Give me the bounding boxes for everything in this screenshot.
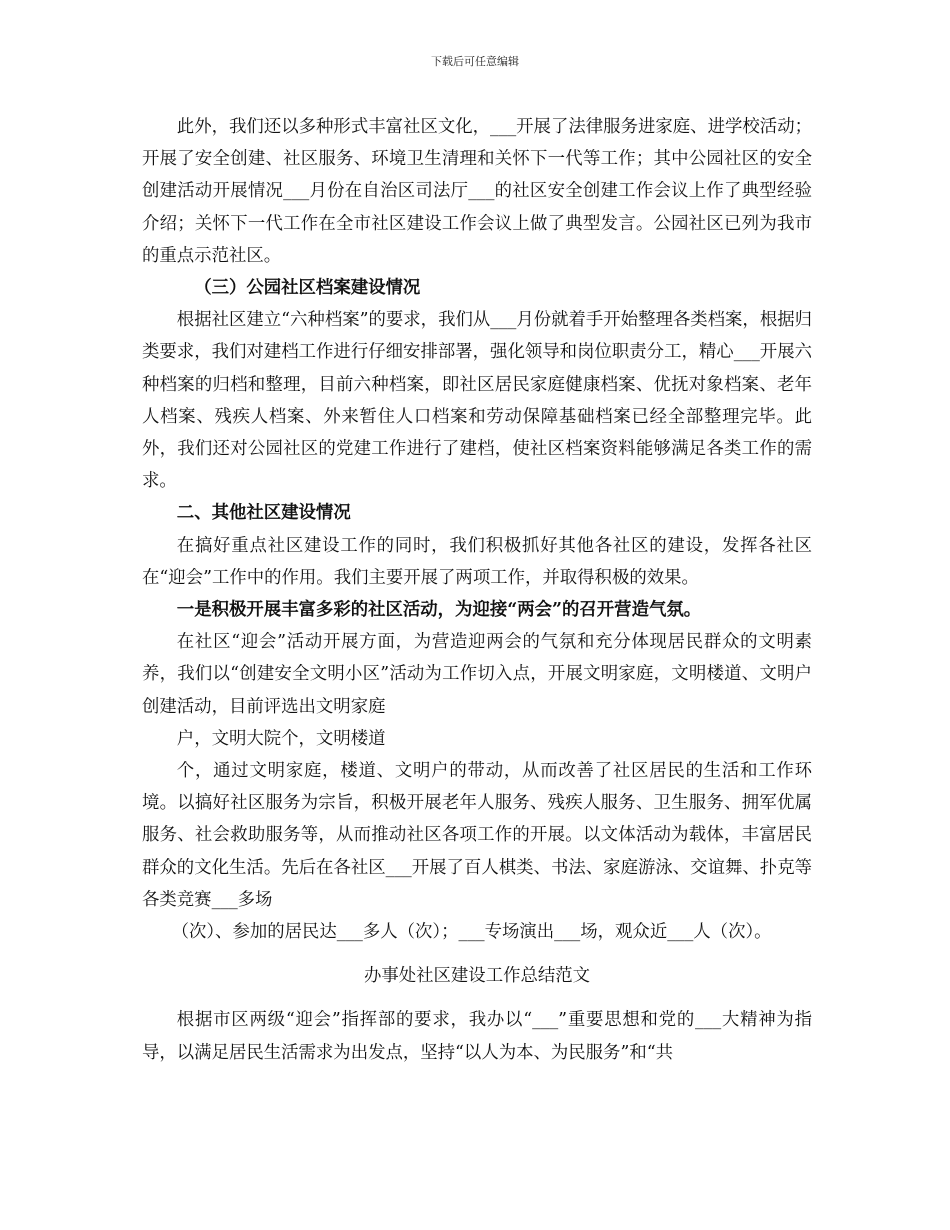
body-paragraph: （次）、参加的居民达___多人（次）；___专场演出___场，观众近___人（次）。 (171, 922, 772, 943)
document-body (142, 111, 812, 1069)
body-paragraph: 根据社区建立“六种档案”的要求，我们从___月份就着手开始整理各类档案，根据归类要求，我们对建档工作进行仔细安排部署，强化领导和岗位职责分工，精心___开展六种档案的归档和整理，目前六种档案，即社区居民家庭健康档案、优抚对象档案、老年人档案、残疾人档案、外来暂住人口档案和劳动保障基础档案已经全部整理完毕。此外，我们还对公园社区的党建工作进行了建档，使社区档案资料能够满足各类工作的需求。 (142, 310, 812, 492)
section-heading: （三）公园社区档案建设情况 (194, 278, 421, 299)
section-heading: 二、其他社区建设情况 (176, 503, 351, 524)
body-paragraph: 根据市区两级“迎会”指挥部的要求，我办以“___”重要思想和党的___大精神为指导，以满足居民生活需求为出发点，坚持“以人为本、为民服务”和“共 (142, 1010, 812, 1063)
body-paragraph: 在搞好重点社区建设工作的同时，我们积极抓好其他各社区的建设，发挥各社区在“迎会”工作中的作用。我们主要开展了两项工作，并取得积极的效果。 (142, 535, 812, 588)
body-paragraph: 在社区“迎会”活动开展方面，为营造迎两会的气氛和充分体现居民群众的文明素养，我们以“创建安全文明小区”活动为工作切入点，开展文明家庭，文明楼道、文明户创建活动，目前评选出文明家庭 (142, 632, 812, 717)
page-header: 下载后可任意编辑 (431, 55, 519, 68)
body-paragraph: 户，文明大院个，文明楼道 (176, 728, 386, 749)
body-paragraph: 此外，我们还以多种形式丰富社区文化，___开展了法律服务进家庭、进学校活动；开展了安全创建、社区服务、环境卫生清理和关怀下一代等工作；其中公园社区的安全创建活动开展情况___月份在自治区司法厅___的社区安全创建工作会议上作了典型经验介绍；关怀下一代工作在全市社区建设工作会议上做了典型发言。公园社区已列为我市的重点示范社区。 (142, 117, 812, 266)
body-paragraph: 个，通过文明家庭，楼道、文明户的带动，从而改善了社区居民的生活和工作环境。以搞好社区服务为宗旨，积极开展老年人服务、残疾人服务、卫生服务、拥军优属服务、社会救助服务等，从而推动社区各项工作的开展。以文体活动为载体，丰富居民群众的文化生活。先后在各社区___开展了百人棋类、书法、家庭游泳、交谊舞、扑克等各类竞赛___多场 (142, 761, 812, 910)
bold-subheading: 一是积极开展丰富多彩的社区活动，为迎接“两会”的召开营造气氛。 (176, 600, 702, 621)
document-title: 办事处社区建设工作总结范文 (363, 966, 591, 987)
